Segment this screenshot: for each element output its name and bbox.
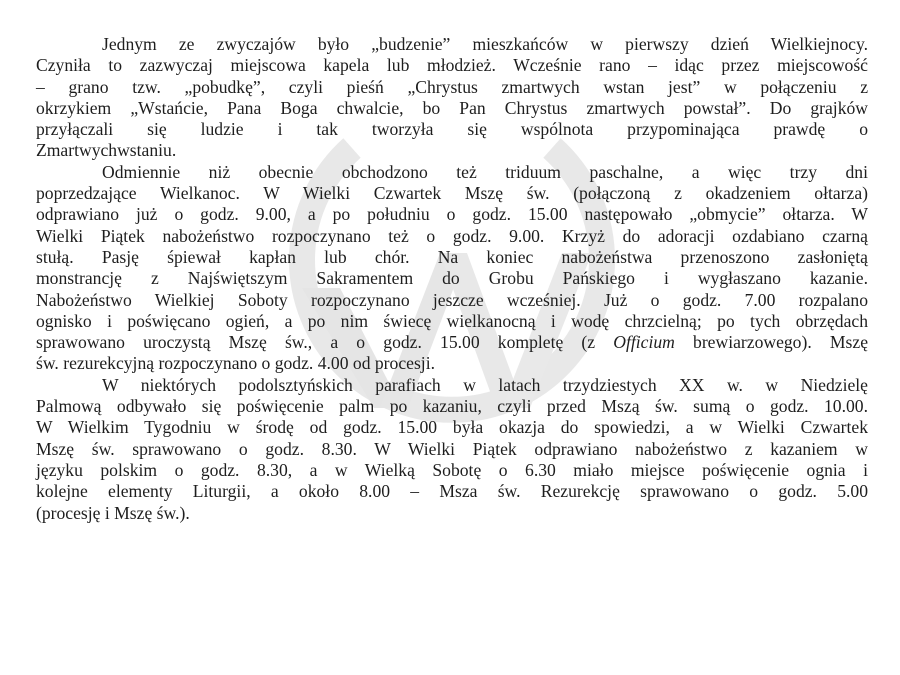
- text-line: Nabożeństwo Wielkiej Soboty rozpoczynano jeszcze wcześniej. Już o godz. 7.00 rozpalano: [36, 289, 868, 310]
- text-line: odprawiano już o godz. 9.00, a po południu o godz. 15.00 następowało „obmycie” ołtarza. W: [36, 204, 868, 225]
- text-line: poprzedzające Wielkanoc. W Wielki Czwartek Mszę św. (połączoną z okadzeniem ołtarza): [36, 183, 868, 204]
- text-line: Czyniła to zazwyczaj miejscowa kapela lub młodzież. Wcześnie rano – idąc przez miejscowość: [36, 55, 868, 76]
- italic-term-officium: Officium: [613, 332, 675, 353]
- text-segment: brewiarzowego). Mszę: [674, 332, 869, 353]
- text-line: języku polskim o godz. 8.30, a w Wielką Sobotę o 6.30 miało miejsce poświęcenie ognia i: [36, 459, 868, 480]
- paragraph-2: [36, 162, 868, 375]
- text-line: stułą. Pasję śpiewał kapłan lub chór. Na koniec nabożeństwa przenoszono zasłoniętą: [36, 246, 868, 267]
- text-line: św. rezurekcyjną rozpoczynano o godz. 4.00 od procesji.: [36, 353, 435, 374]
- paragraph-1: [36, 34, 868, 162]
- text-line: Wielki Piątek nabożeństwo rozpoczynano też o godz. 9.00. Krzyż do adoracji ozdabiano czarną: [36, 225, 868, 246]
- text-line: monstrancję z Najświętszym Sakramentem do Grobu Pańskiego i wygłaszano kazanie.: [36, 268, 868, 289]
- text-segment: sprawowano uroczystą Mszę św., a o godz. 15.00 kompletę (z: [36, 332, 614, 353]
- text-line: Mszę św. sprawowano o godz. 8.30. W Wielki Piątek odprawiano nabożeństwo z kazaniem w: [36, 438, 868, 459]
- text-line: Palmową odbywało się poświęcenie palm po kazaniu, czyli przed Mszą św. sumą o godz. 10.00.: [36, 396, 868, 417]
- text-line-with-italic: [36, 332, 868, 353]
- text-line: ognisko i poświęcano ogień, a po nim świecę wielkanocną i wodę chrzcielną; po tych obrzędach: [36, 310, 868, 331]
- text-line: Jednym ze zwyczajów było „budzenie” mieszkańców w pierwszy dzień Wielkiejnocy.: [102, 34, 868, 54]
- text-line: kolejne elementy Liturgii, a około 8.00 – Msza św. Rezurekcję sprawowano o godz. 5.00: [36, 481, 868, 502]
- text-line: – grano tzw. „pobudkę”, czyli pieśń „Chrystus zmartwych wstan jest” w połączeniu z: [36, 76, 868, 97]
- document-page: [36, 34, 868, 524]
- text-line: W niektórych podolsztyńskich parafiach w latach trzydziestych XX w. w Niedzielę: [102, 374, 868, 395]
- text-line: Odmiennie niż obecnie obchodzono też triduum paschalne, a więc trzy dni: [102, 161, 868, 182]
- text-line: Zmartwychwstaniu.: [36, 140, 177, 161]
- text-line: W Wielkim Tygodniu w środę od godz. 15.00 była okazja do spowiedzi, a w Wielki Czwartek: [36, 417, 868, 438]
- text-line: okrzykiem „Wstańcie, Pana Boga chwalcie, bo Pan Chrystus zmartwych powstał”. Do grajków: [36, 97, 868, 118]
- text-line: przyłączali się ludzie i tak tworzyła się wspólnota przypominająca prawdę o: [36, 119, 868, 140]
- text-line: (procesję i Mszę św.).: [36, 502, 190, 523]
- paragraph-3: [36, 375, 868, 524]
